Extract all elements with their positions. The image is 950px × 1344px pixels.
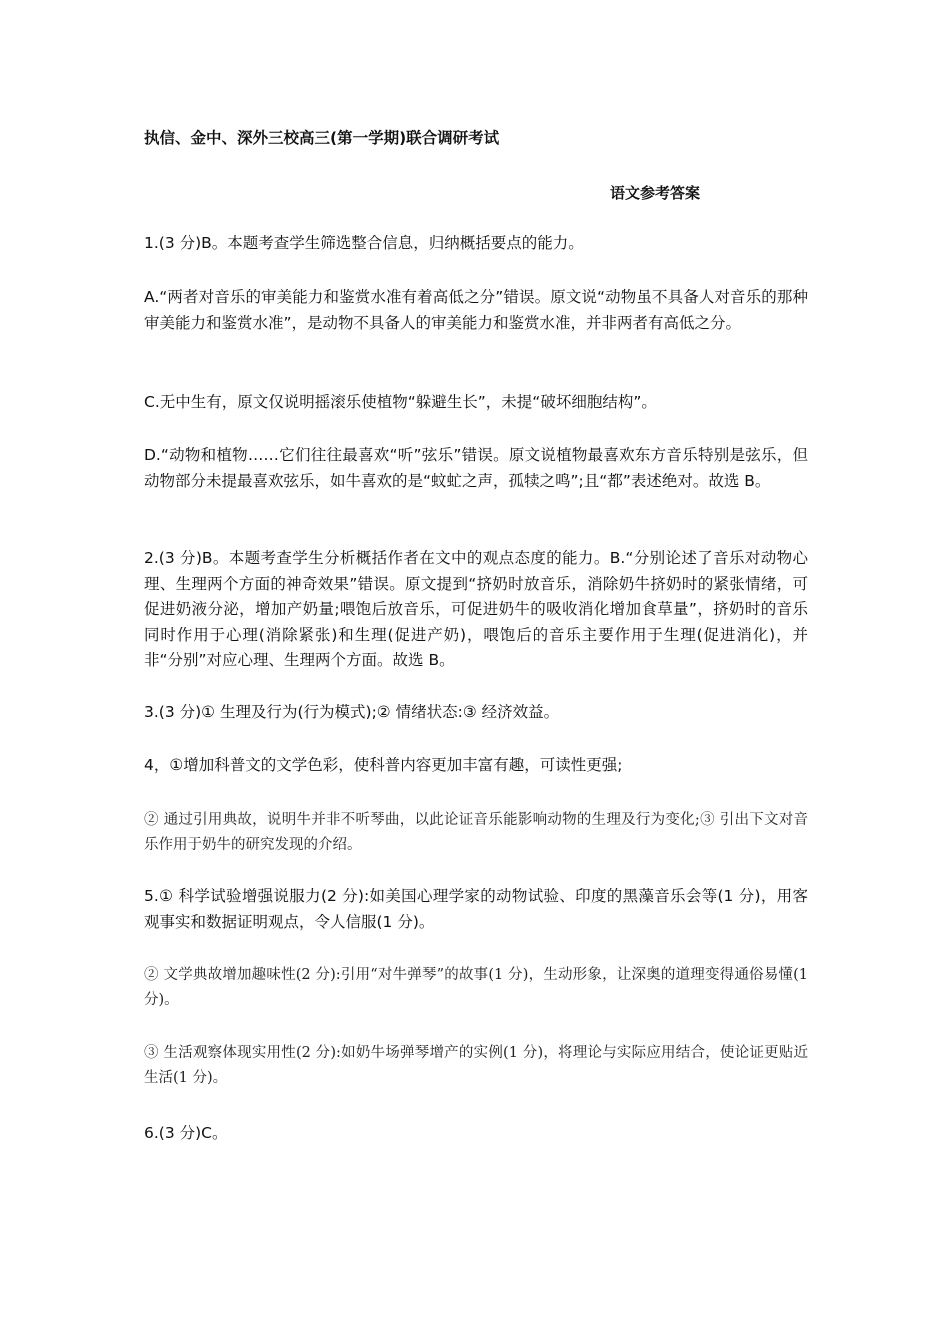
- answer-4: 4，①增加科普文的文学色彩，使科普内容更加丰富有趣，可读性更强;: [144, 756, 623, 774]
- answer-2: 2.(3 分)B。本题考查学生分析概括作者在文中的观点态度的能力。B.“分别论述了音乐对动物心理、生理两个方面的神奇效果”错误。原文提到“挤奶时放音乐，消除奶牛挤奶时的紧张情绪，可促进奶液分泌，增加产奶量;喂饱后放音乐，可促进奶牛的吸收消化增加食草量”，挤奶时的音乐同时作用于心理(消除紧张)和生理(促进产奶)，喂饱后的音乐主要作用于生理(促进消化)，并非“分别”对应心理、生理两个方面。故选 B。: [144, 549, 808, 669]
- answer-1-option-c: C.无中生有，原文仅说明摇滚乐使植物“躲避生长”，未提“破坏细胞结构”。: [144, 393, 657, 411]
- answer-3: 3.(3 分)① 生理及行为(行为模式);② 情绪状态:③ 经济效益。: [144, 703, 560, 721]
- answer-6: 6.(3 分)C。: [144, 1124, 228, 1142]
- answer-1-option-a: A.“两者对音乐的审美能力和鉴赏水准有着高低之分”错误。原文说“动物虽不具备人对音乐的那种审美能力和鉴赏水准”，是动物不具备人的审美能力和鉴赏水准，并非两者有高低之分。: [144, 288, 808, 332]
- answer-4-point-2: ② 通过引用典故，说明牛并非不听琴曲，以此论证音乐能影响动物的生理及行为变化;③ 引出下文对音乐作用于奶牛的研究发现的介绍。: [144, 812, 808, 853]
- answer-1: 1.(3 分)B。本题考查学生筛选整合信息，归纳概括要点的能力。: [144, 234, 584, 252]
- answer-5: 5.① 科学试验增强说服力(2 分):如美国心理学家的动物试验、印度的黑藻音乐会等(1 分)，用客观事实和数据证明观点，令人信服(1 分)。: [144, 887, 808, 931]
- answer-5-point-3: ③ 生活观察体现实用性(2 分):如奶牛场弹琴增产的实例(1 分)，将理论与实际应用结合，使论证更贴近生活(1 分)。: [144, 1045, 808, 1086]
- document-title: 执信、金中、深外三校高三(第一学期)联合调研考试: [144, 129, 500, 147]
- answer-1-option-d: D.“动物和植物……它们往往最喜欢“听”弦乐”错误。原文说植物最喜欢东方音乐特别是弦乐，但动物部分未提最喜欢弦乐，如牛喜欢的是“蚊虻之声，孤犊之鸣”;且“都”表述绝对。故选 B。: [144, 446, 808, 490]
- answer-5-point-2: ② 文学典故增加趣味性(2 分):引用“对牛弹琴”的故事(1 分)，生动形象，让深奥的道理变得通俗易懂(1 分)。: [144, 967, 808, 1008]
- document-subtitle: 语文参考答案: [610, 184, 701, 202]
